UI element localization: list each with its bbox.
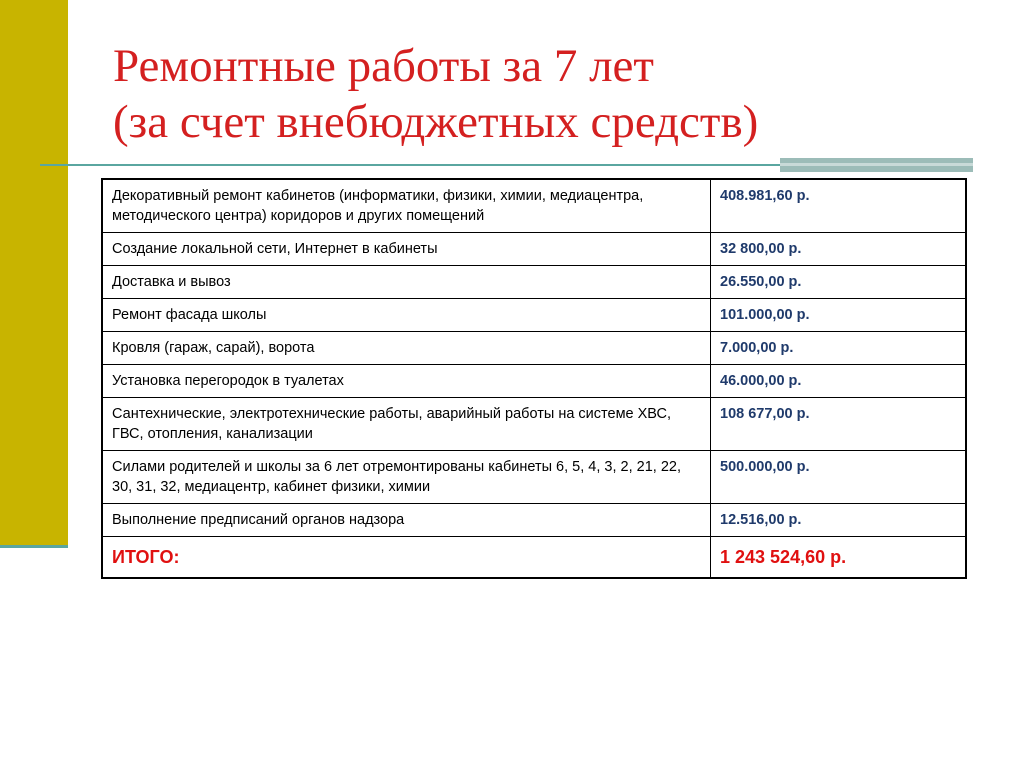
table-row: [102, 233, 966, 266]
accent-side-bar: [0, 0, 68, 548]
row-amount: 108 677,00 р.: [711, 398, 967, 451]
row-description: Выполнение предписаний органов надзора: [102, 504, 711, 537]
row-description: Кровля (гараж, сарай), ворота: [102, 332, 711, 365]
table-row: [102, 299, 966, 332]
row-amount: 408.981,60 р.: [711, 179, 967, 233]
row-amount: 7.000,00 р.: [711, 332, 967, 365]
title-divider-accent: [780, 158, 973, 172]
slide-title-line-2: (за счет внебюджетных средств): [113, 96, 759, 148]
title-divider-line: [40, 164, 780, 166]
slide-title-line-1: Ремонтные работы за 7 лет: [113, 40, 654, 92]
row-amount: 46.000,00 р.: [711, 365, 967, 398]
row-description: Создание локальной сети, Интернет в кабинеты: [102, 233, 711, 266]
total-label: ИТОГО:: [102, 537, 711, 579]
row-description: Установка перегородок в туалетах: [102, 365, 711, 398]
row-amount: 26.550,00 р.: [711, 266, 967, 299]
total-amount: 1 243 524,60 р.: [711, 537, 967, 579]
row-description: Ремонт фасада школы: [102, 299, 711, 332]
repair-costs-table: [101, 178, 967, 579]
row-amount: 101.000,00 р.: [711, 299, 967, 332]
table-row: [102, 332, 966, 365]
accent-side-bar-underline: [0, 545, 68, 548]
table-row: [102, 504, 966, 537]
row-description: Сантехнические, электротехнические работы, аварийный работы на системе ХВС, ГВС, отопления, канализации: [102, 398, 711, 451]
row-amount: 32 800,00 р.: [711, 233, 967, 266]
table-row: [102, 179, 966, 233]
slide-title: [113, 38, 993, 150]
table-row: [102, 266, 966, 299]
row-description: Силами родителей и школы за 6 лет отремонтированы кабинеты 6, 5, 4, 3, 2, 21, 22, 30, 31, 32, медиацентр, кабинет физики, химии: [102, 451, 711, 504]
total-row: [102, 537, 966, 579]
table-row: [102, 451, 966, 504]
row-amount: 500.000,00 р.: [711, 451, 967, 504]
row-amount: 12.516,00 р.: [711, 504, 967, 537]
row-description: Доставка и вывоз: [102, 266, 711, 299]
table-row: [102, 398, 966, 451]
table-row: [102, 365, 966, 398]
row-description: Декоративный ремонт кабинетов (информатики, физики, химии, медиацентра, методического центра) коридоров и других помещений: [102, 179, 711, 233]
